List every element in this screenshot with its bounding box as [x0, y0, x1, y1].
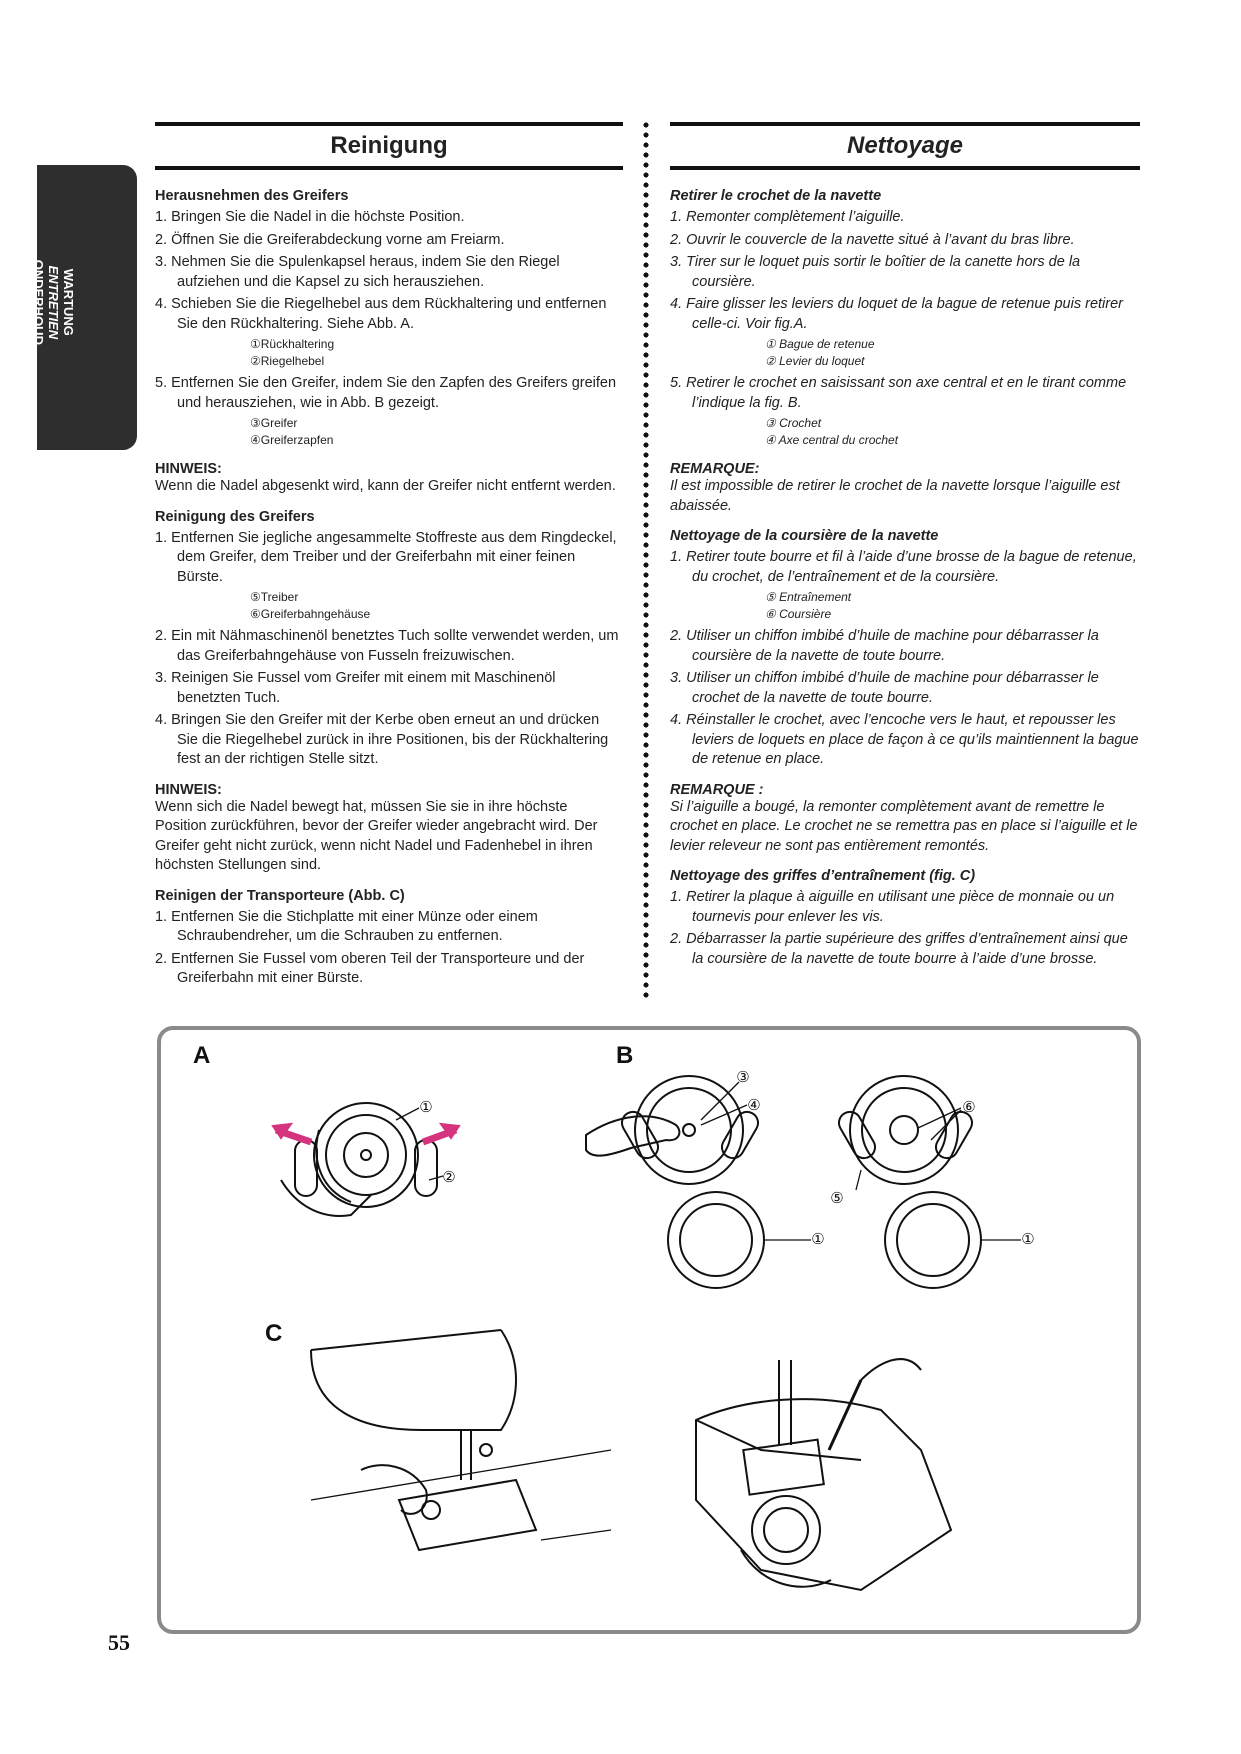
legend-c: ⑤ Entraînement ⑥ Coursière — [765, 590, 852, 621]
list-item: 3. Tirer sur le loquet puis sortir le boîtier de la canette hors de la coursière. — [670, 254, 1081, 290]
callout-1-a: ① — [419, 1099, 433, 1116]
callout-6-b: ⑥ — [962, 1099, 976, 1116]
callout-3-b: ③ — [736, 1069, 750, 1086]
callout-4-b: ④ — [747, 1097, 761, 1114]
fr-section-feed-dogs: Nettoyage des griffes d’entraînement (fig. C) — [670, 868, 976, 884]
list-item: 2. Ouvrir le couvercle de la navette situé à l’avant du bras libre. — [670, 231, 1075, 248]
column-divider — [643, 120, 649, 1000]
fr-section-clean-hook: Nettoyage de la coursière de la navette — [670, 528, 939, 544]
list-item: 2. Entfernen Sie Fussel vom oberen Teil der Transporteure und der Greiferbahn mit einer Bürste. — [155, 950, 585, 986]
list-item: 1. Entfernen Sie jegliche angesammelte Stoffreste aus dem Ringdeckel, dem Greifer, dem Treiber und der Greiferbahn mit einer feinen Bürste. — [155, 529, 617, 585]
note-heading: HINWEIS: — [155, 461, 222, 477]
note-heading: HINWEIS: — [155, 781, 222, 798]
german-title: Reinigung — [155, 122, 623, 170]
note-text: Si l’aiguille a bougé, la remonter complètement avant de remettre le crochet en place. Le crochet ne se remettra pas en place si l’aiguille et le levier releveur ne sont pas entièrement remontés. — [670, 798, 1138, 854]
list-item: 5. Retirer le crochet en saisissant son axe central et en le tirant comme l’indique la fig. B. — [670, 375, 1127, 411]
list-item: 4. Bringen Sie den Greifer mit der Kerbe oben erneut an und drücken Sie die Riegelhebel zurück in ihre Positionen, bis der Rückhaltering fest an der richtigen Stelle sitzt. — [155, 712, 609, 767]
figure-a-hook-assembly — [281, 1103, 437, 1216]
callout-5-b: ⑤ — [830, 1190, 844, 1207]
german-column — [155, 122, 623, 992]
list-item: 3. Utiliser un chiffon imbibé d’huile de machine pour débarrasser le crochet de la navette de toute bourre. — [670, 670, 1099, 706]
figure-label-c: C — [265, 1320, 283, 1347]
legend-b: ③Greifer ④Greiferzapfen — [250, 416, 334, 447]
note-text: Il est impossible de retirer le crochet de la navette lorsque l’aiguille est abaissée. — [670, 478, 1120, 514]
note-text: Wenn sich die Nadel bewegt hat, müssen Sie sie in ihre höchste Position zurückführen, bevor der Greifer wieder angebracht wird. Der Greifer geht nicht zurück, wenn nicht Nadel und Fadenhebel in ihren höchsten Stellungen sind. — [155, 798, 598, 873]
list-item: 3. Reinigen Sie Fussel vom Greifer mit einem mit Maschinenöl benetzten Tuch. — [155, 670, 556, 706]
figure-c-remove-needle-plate — [311, 1330, 611, 1550]
list-item: 3. Nehmen Sie die Spulenkapsel heraus, indem Sie den Riegel aufziehen und die Kapsel zu sich herausziehen. — [155, 254, 560, 290]
page-number: 55 — [108, 1630, 130, 1655]
list-item: 1. Retirer la plaque à aiguille en utilisant une pièce de monnaie ou un tournevis pour enlever les vis. — [670, 889, 1115, 925]
illustrations — [161, 1030, 1137, 1630]
de-section-feed-dogs: Reinigen der Transporteure (Abb. C) — [155, 887, 405, 904]
fr-section-remove-hook: Retirer le crochet de la navette — [670, 188, 882, 204]
list-item: 5. Entfernen Sie den Greifer, indem Sie den Zapfen des Greifers greifen und herausziehen, wie in Abb. B gezeigt. — [155, 375, 617, 411]
de-section-clean-hook: Reinigung des Greifers — [155, 508, 315, 525]
callout-2-a: ② — [442, 1169, 456, 1186]
figure-b-race-housing — [835, 1076, 976, 1190]
list-item: 1. Bringen Sie die Nadel in die höchste Position. — [155, 209, 465, 225]
note-text: Wenn die Nadel abgesenkt wird, kann der Greifer nicht entfernt werden. — [155, 478, 616, 494]
figure-label-b: B — [616, 1042, 634, 1069]
list-item: 1. Entfernen Sie die Stichplatte mit einer Münze oder einem Schraubendreher, um die Schrauben zu entfernen. — [155, 908, 538, 944]
list-item: 1. Retirer toute bourre et fil à l’aide d’une brosse de la bague de retenue, du crochet, de l’entraînement et de la coursière. — [670, 549, 1137, 585]
legend-a: ①Rückhaltering ②Riegelhebel — [250, 337, 335, 368]
list-item: 2. Ein mit Nähmaschinenöl benetztes Tuch sollte verwendet werden, um das Greiferbahngehäuse von Fusseln freizuwischen. — [155, 628, 619, 664]
list-item: 2. Débarrasser la partie supérieure des griffes d’entraînement ainsi que la coursière de la navette de toute bourre à l’aide d’une brosse. — [670, 931, 1128, 967]
illustration-frame — [157, 1026, 1141, 1634]
list-item: 4. Réinstaller le crochet, avec l’encoche vers le haut, et repousser les leviers de loquets en place de façon à ce qu’ils maintiennent la bague de retenue en place. — [670, 712, 1139, 767]
list-item: 2. Utiliser un chiffon imbibé d’huile de machine pour débarrasser la coursière de la navette de toute bourre. — [670, 628, 1099, 664]
section-tab-label: WARTUNG ENTRETIEN ONDERHOUD MANUTENZIONE — [16, 250, 76, 355]
list-item: 2. Öffnen Sie die Greiferabdeckung vorne am Freiarm. — [155, 231, 505, 248]
retaining-ring-left — [668, 1192, 811, 1288]
callout-1-b-left: ① — [811, 1231, 825, 1248]
list-item: 1. Remonter complètement l’aiguille. — [670, 209, 905, 225]
figure-c-brush-cleaning — [696, 1359, 951, 1590]
legend-b: ③ Crochet ④ Axe central du crochet — [765, 416, 899, 447]
retaining-ring-right — [885, 1192, 1021, 1288]
figure-b-hook-removal — [586, 1076, 762, 1184]
french-title: Nettoyage — [670, 122, 1140, 170]
de-section-remove-hook: Herausnehmen des Greifers — [155, 188, 349, 204]
legend-a: ① Bague de retenue ② Levier du loquet — [765, 337, 875, 368]
note-heading: REMARQUE: — [670, 461, 760, 477]
note-heading: REMARQUE : — [670, 781, 764, 798]
list-item: 4. Faire glisser les leviers du loquet de la bague de retenue puis retirer celle-ci. Voir fig.A. — [670, 296, 1123, 332]
list-item: 4. Schieben Sie die Riegelhebel aus dem Rückhaltering und entfernen Sie den Rückhaltering. Siehe Abb. A. — [155, 296, 607, 332]
french-column — [670, 122, 1140, 972]
legend-c: ⑤Treiber ⑥Greiferbahngehäuse — [250, 590, 371, 621]
figure-label-a: A — [193, 1042, 211, 1069]
callout-1-b-right: ① — [1021, 1231, 1035, 1248]
